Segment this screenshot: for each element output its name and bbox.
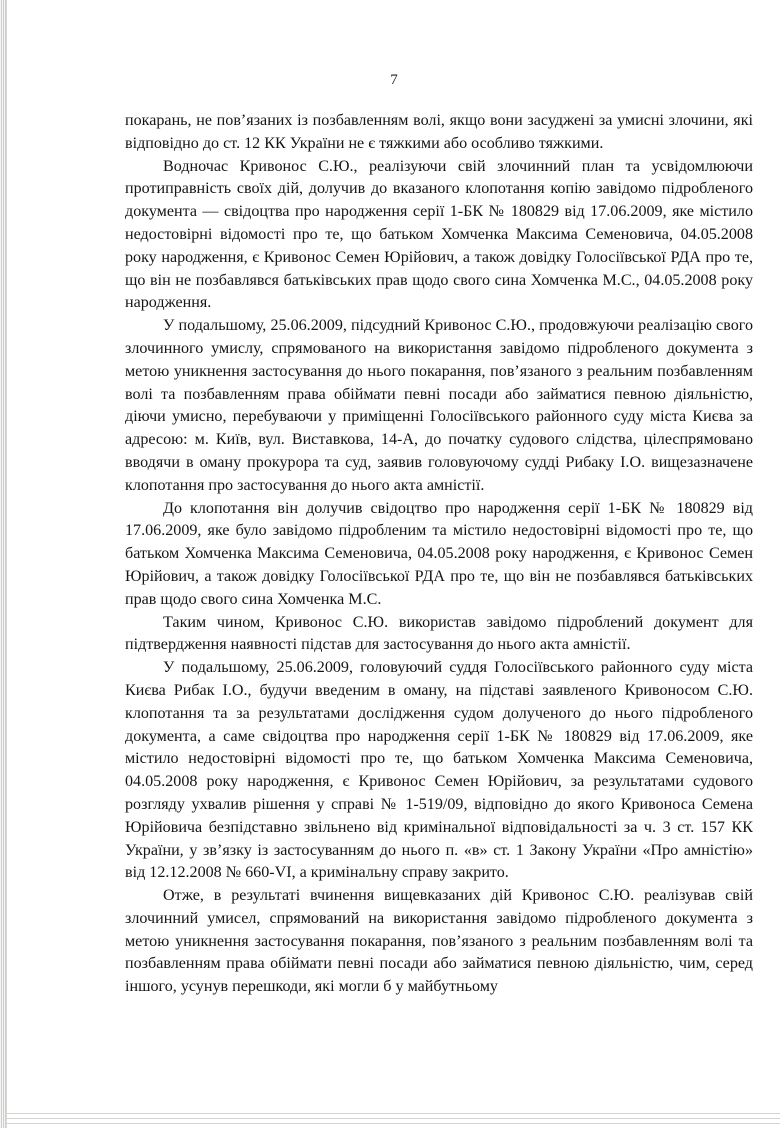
page-number: 7	[390, 72, 398, 88]
underlying-page-edge	[7, 1113, 780, 1114]
underlying-page-edge	[7, 1118, 780, 1119]
document-body	[125, 110, 753, 999]
paragraph: Водночас Кривонос С.Ю., реалізуючи свій злочинний план та усвідомлюючи протиправність своїх дій, долучив до вказаного клопотання копію завідомо підробленого документа — свідоцтва про народження серії 1-БК № 180829 від 17.06.2009, яке містило недостовірні відомості про те, що батьком Хомченка Максима Семеновича, 04.05.2008 року народження, є Кривонос Семен Юрійович, а також довідку Голосіївської РДА про те, що він не позбавлявся батьківських прав щодо свого сина Хомченка М.С., 04.05.2008 року народження.	[125, 157, 753, 312]
paragraph: Таким чином, Кривонос С.Ю. використав завідомо підроблений документ для підтвердження наявності підстав для застосування до нього акта амністії.	[125, 613, 753, 654]
document-page	[6, 0, 780, 1128]
paragraph-continued: покарань, не пов’язаних із позбавленням волі, якщо вони засуджені за умисні злочини, які відповідно до ст. 12 КК України не є тяжкими або особливо тяжкими.	[125, 112, 753, 152]
underlying-page-edge	[3, 0, 4, 1128]
paragraph: Отже, в результаті вчинення вищевказаних дій Кривонос С.Ю. реалізував свій злочинний умисел, спрямований на використання завідомо підробленого документа з метою уникнення застосування покарання, пов’язаного з реальним позбавленням волі та позбавленням права обіймати певні посади або займатися певною діяльністю, чим, серед іншого, усунув перешкоди, які могли б у майбутньому	[125, 887, 753, 996]
paragraph: У подальшому, 25.06.2009, головуючий суддя Голосіївського районного суду міста Києва Рибак І.О., будучи введеним в оману, на підставі заявленого Кривоносом С.Ю. клопотання та за результатами дослідження судом долученого до нього підробленого документа, а саме свідоцтва про народження серії 1-БК № 180829 від 17.06.2009, яке містило недостовірні відомості про те, що батьком Хомченка Максима Семеновича, 04.05.2008 року народження, є Кривонос Семен Юрійович, за результатами судового розгляду ухвалив рішення у справі № 1-519/09, відповідно до якого Кривоноса Семена Юрійовича безпідставно звільнено від кримінальної відповідальності за ч. 3 ст. 157 КК України, у зв’язку із застосуванням до нього п. «в» ст. 1 Закону України «Про амністію» від 12.12.2008 № 660-VI, а кримінальну справу закрито.	[125, 659, 753, 882]
underlying-page-edge	[1, 0, 2, 1128]
paragraph: У подальшому, 25.06.2009, підсудний Кривонос С.Ю., продовжуючи реалізацію свого злочинного умислу, спрямованого на використання завідомо підробленого документа з метою уникнення застосування до нього покарання, пов’язаного з реальним позбавленням волі та позбавленням права обіймати певні посади або займатися певною діяльністю, діючи умисно, перебуваючи у приміщенні Голосіївського районного суду міста Києва за адресою: м. Київ, вул. Виставкова, 14-А, до початку судового слідства, цілеспрямовано вводячи в оману прокурора та суд, заявив головуючому судді Рибаку І.О. вищезазначене клопотання про застосування до нього акта амністії.	[125, 317, 753, 494]
paragraph: До клопотання він долучив свідоцтво про народження серії 1-БК № 180829 від 17.06.2009, яке було завідомо підробленим та містило недостовірні відомості про те, що батьком Хомченка Максима Семеновича, 04.05.2008 року народження, є Кривонос Семен Юрійович, а також довідку Голосіївської РДА про те, що він не позбавлявся батьківських прав щодо свого сина Хомченка М.С.	[125, 499, 753, 608]
underlying-page-edge	[7, 1123, 780, 1124]
